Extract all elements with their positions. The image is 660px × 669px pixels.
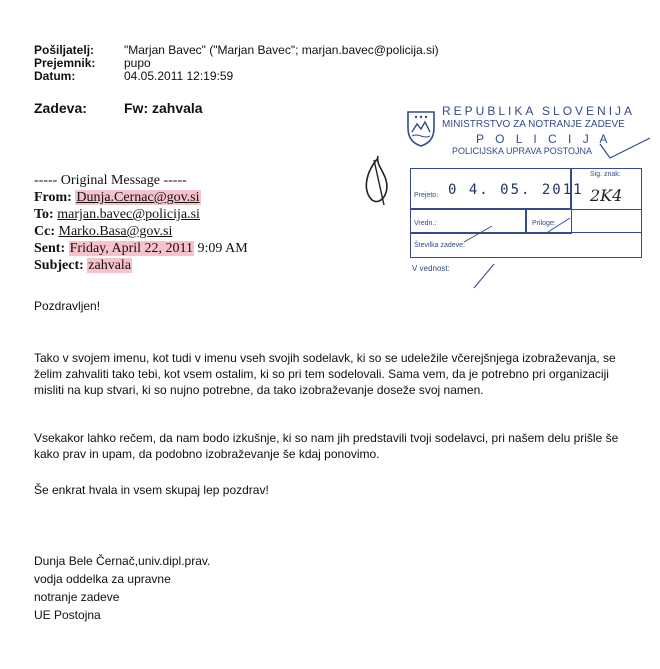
from-label: From: [34, 190, 72, 205]
sent-label: Sent: [34, 241, 66, 256]
subj-value: zahvala [88, 258, 132, 273]
subj-label: Subject: [34, 258, 84, 273]
from-line [34, 189, 201, 206]
sender-label: Pošiljatelj: [34, 43, 95, 57]
pen-stroke-icon [470, 260, 500, 290]
to-line [34, 206, 200, 223]
signature-office: UE Postojna [34, 608, 101, 622]
value-label: Vredn.: [414, 220, 437, 227]
vednost-label: V vednost: [412, 264, 450, 273]
paragraph-1: Tako v svojem imenu, kot tudi v imenu vseh svojih sodelavk, ki so se udeležile včerejšnjega izobraževanja, se želim zahvaliti tako tebi, kot vsem ostalim, ki so pri tem sodelovali. Sama vem, da je potrebno pri organizaciji misliti na kup stvari, ki so nujno potrebne, da tako izobraževanje doseže svoj namen. [34, 351, 616, 397]
cc-label: Cc: [34, 224, 55, 239]
signature [34, 552, 634, 624]
stamp-republic: REPUBLIKA SLOVENIJA [442, 104, 636, 118]
sent-line [34, 240, 248, 257]
paragraph-3: Še enkrat hvala in vsem skupaj lep pozdrav! [34, 483, 269, 497]
signature-name: Dunja Bele Černač,univ.dipl.prav. [34, 554, 211, 568]
recipient-value: pupo [124, 56, 151, 70]
to-email-link[interactable]: marjan.bavec@policija.si [57, 207, 200, 222]
cc-line [34, 223, 172, 240]
stamp-directorate: POLICIJSKA UPRAVA POSTOJNA [452, 146, 593, 156]
date-value: 04.05.2011 12:19:59 [124, 69, 234, 83]
date-label: Datum: [34, 69, 76, 83]
handwritten-initial-icon [356, 150, 416, 260]
sent-date: Friday, April 22, 2011 [69, 241, 194, 256]
check-mark-icon [596, 134, 656, 164]
to-label: To: [34, 207, 54, 222]
subject-value: Fw: zahvala [124, 100, 203, 116]
greeting: Pozdravljen! [34, 299, 101, 313]
coat-of-arms-icon [404, 108, 438, 148]
subject-line [34, 257, 132, 274]
sender-value: "Marjan Bavec" ("Marjan Bavec"; marjan.bavec@policija.si) [124, 43, 439, 57]
cc-email-link[interactable]: Marko.Basa@gov.si [58, 224, 173, 239]
original-divider: ----- Original Message ----- [34, 173, 187, 188]
sig-label: Sig. znak: [590, 171, 621, 178]
attach-label: Priloge: [532, 220, 556, 227]
stamp-ministry: MINISTRSTVO ZA NOTRANJE ZADEVE [442, 119, 625, 130]
sig-value: 2K4 [590, 186, 623, 205]
pen-stroke-icon [462, 224, 502, 244]
pen-stroke-icon [546, 216, 576, 236]
from-email-link[interactable]: Dunja.Cernac@gov.si [76, 190, 200, 205]
subject-label: Zadeva: [34, 100, 87, 116]
received-date: 0 4. 05. 2011 [448, 182, 584, 198]
sent-time: 9:09 AM [197, 241, 248, 256]
paragraph-2: Vsekakor lahko rečem, da nam bodo izkušnje, ki so nam jih predstavili tvoji sodelavci, pri našem delu prišle še kako prav in upam, da podobno izobraževanje še kdaj ponovimo. [34, 431, 619, 461]
signature-dept: notranje zadeve [34, 590, 120, 604]
number-label: Številka zadeve: [414, 242, 465, 249]
recipient-label: Prejemnik: [34, 56, 96, 70]
stamp-police: P O L I C I J A [476, 132, 612, 146]
signature-title: vodja oddelka za upravne [34, 572, 171, 586]
received-label: Prejeto: [414, 192, 439, 199]
